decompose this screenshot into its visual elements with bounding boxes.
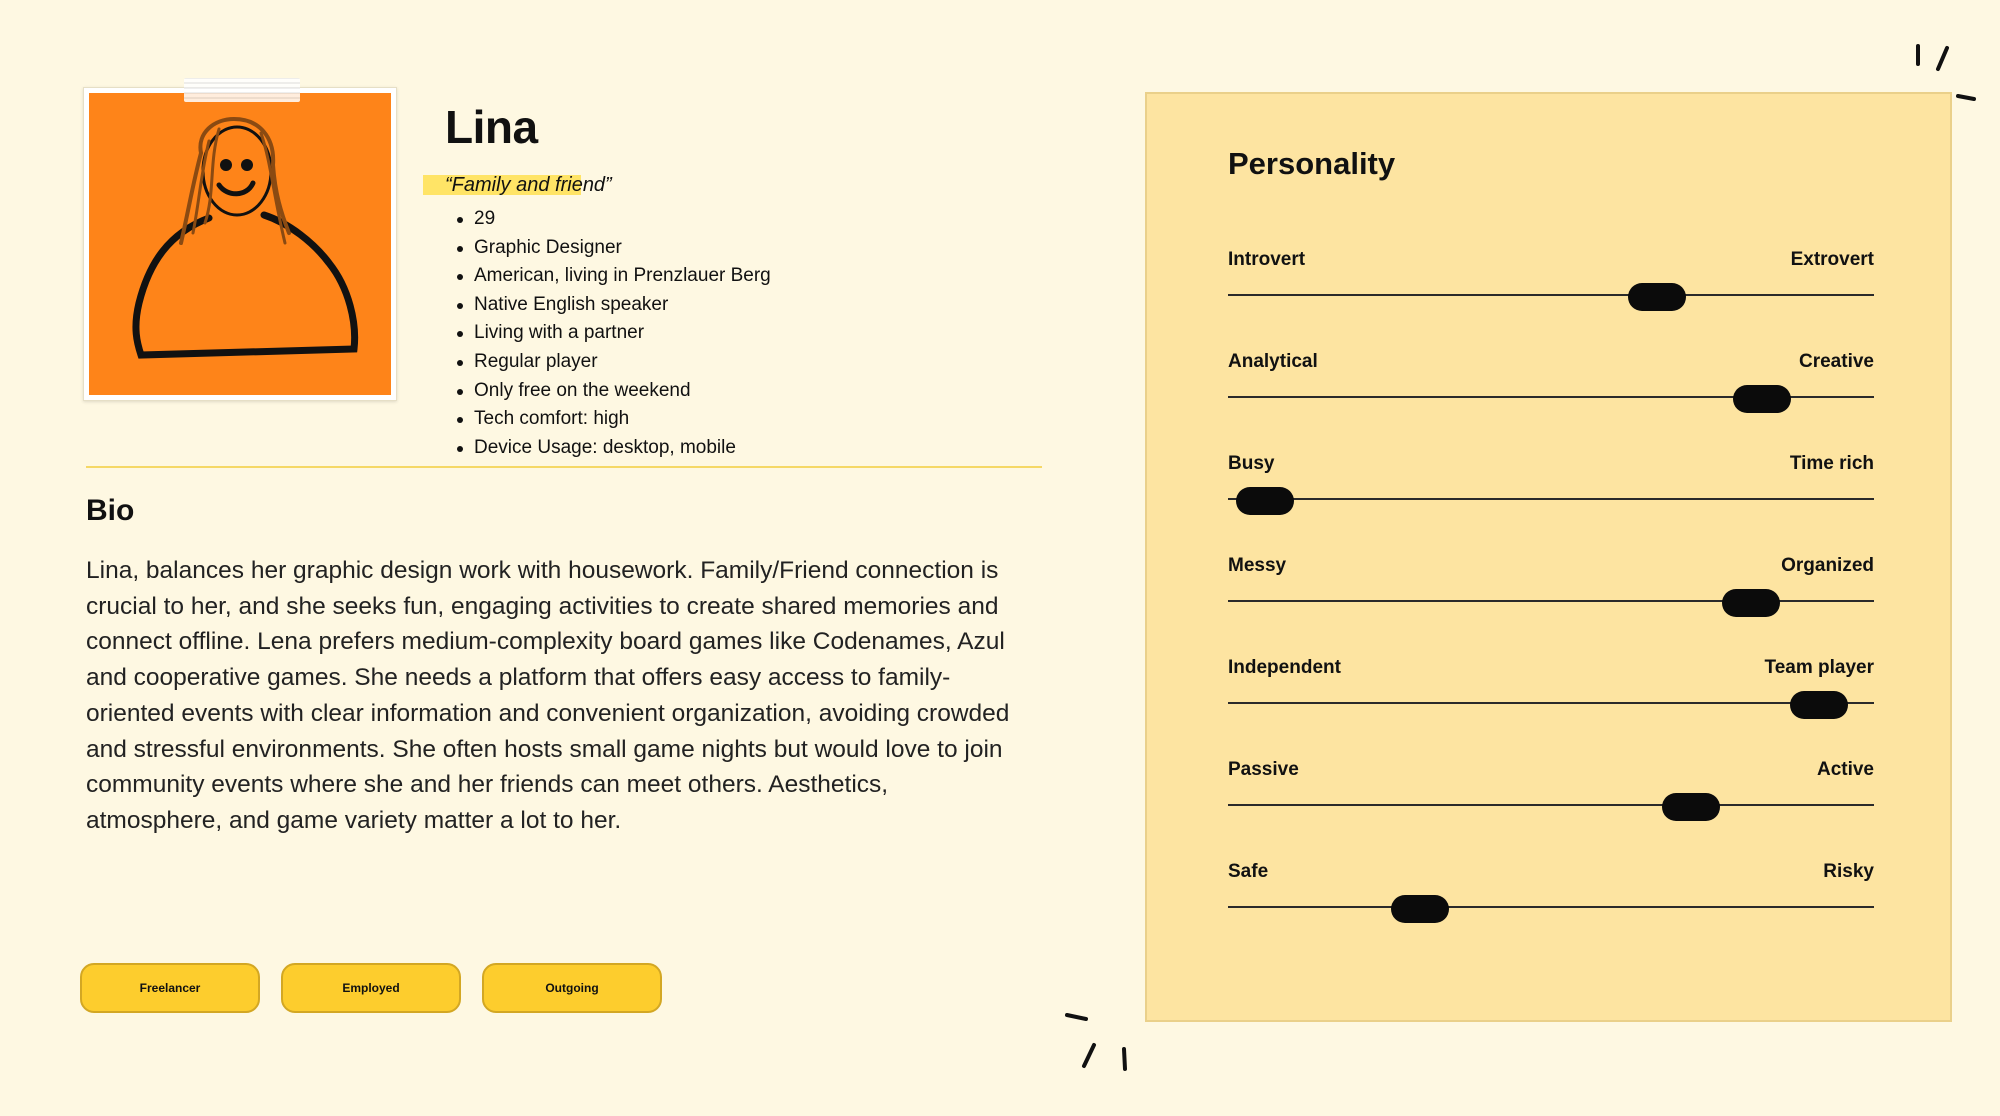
slider-track — [1228, 702, 1874, 704]
trait-left-label: Busy — [1228, 453, 1275, 474]
trait-slider-introvert-extrovert — [1228, 249, 1874, 319]
list-item: Only free on the weekend — [474, 377, 771, 406]
trait-right-label: Team player — [1764, 657, 1874, 678]
trait-slider-safe-risky — [1228, 861, 1874, 931]
bio-heading: Bio — [86, 494, 135, 527]
trait-left-label: Introvert — [1228, 249, 1306, 270]
slider-knob[interactable] — [1391, 895, 1449, 923]
trait-right-label: Active — [1816, 759, 1874, 780]
trait-left-label: Independent — [1228, 657, 1341, 678]
slider-knob[interactable] — [1236, 487, 1294, 515]
trait-slider-passive-active — [1228, 759, 1874, 829]
bio-text: Lina, balances her graphic design work with housework. Family/Friend connection is crucial to her, and she seeks fun, engaging activities to create shared memories and connect offline. Lena prefers medium-complexity board games like Codenames, Azul and cooperative games. She needs a platform that offers easy access to family-oriented events with clear information and convenient organization, avoiding crowded and stressful environments. She often hosts small game nights but would love to join community events where she and her friends can meet others. Aesthetics, atmosphere, and game variety matter a lot to her. — [86, 557, 1010, 834]
slider-knob[interactable] — [1790, 691, 1848, 719]
quote-text: “Family and friend” — [445, 174, 612, 196]
trait-right-label: Organized — [1781, 555, 1874, 576]
slider-track — [1228, 804, 1874, 806]
avatar-card — [83, 87, 397, 401]
slider-track — [1228, 498, 1874, 500]
slider-knob[interactable] — [1662, 793, 1720, 821]
list-item: Graphic Designer — [474, 234, 771, 263]
trait-right-label: Extrovert — [1790, 249, 1874, 270]
tag-freelancer[interactable]: Freelancer — [80, 963, 260, 1013]
tag-employed[interactable]: Employed — [281, 963, 461, 1013]
list-item: Device Usage: desktop, mobile — [474, 434, 771, 463]
tag-outgoing[interactable]: Outgoing — [482, 963, 662, 1013]
spark-doodle-icon — [1062, 1005, 1142, 1075]
list-item: Native English speaker — [474, 291, 771, 320]
trait-slider-busy-time-rich — [1228, 453, 1874, 523]
avatar — [89, 93, 391, 395]
list-item: American, living in Prenzlauer Berg — [474, 262, 771, 291]
slider-knob[interactable] — [1722, 589, 1780, 617]
slider-knob[interactable] — [1628, 283, 1686, 311]
trait-right-label: Time rich — [1789, 453, 1874, 474]
trait-right-label: Creative — [1799, 351, 1874, 372]
persona-facts-list — [474, 205, 771, 462]
trait-left-label: Safe — [1228, 861, 1269, 882]
person-doodle-icon — [89, 93, 391, 395]
list-item: Living with a partner — [474, 319, 771, 348]
slider-knob[interactable] — [1733, 385, 1791, 413]
trait-left-label: Passive — [1228, 759, 1299, 780]
slider-track — [1228, 294, 1874, 296]
trait-slider-analytical-creative — [1228, 351, 1874, 421]
personality-panel — [1145, 92, 1952, 1022]
section-divider — [86, 466, 1042, 468]
list-item: 29 — [474, 205, 771, 234]
trait-left-label: Messy — [1228, 555, 1287, 576]
list-item: Tech comfort: high — [474, 405, 771, 434]
trait-slider-messy-organized — [1228, 555, 1874, 625]
panel-title: Personality — [1228, 146, 1396, 181]
trait-right-label: Risky — [1823, 861, 1874, 882]
persona-name: Lina — [445, 101, 538, 153]
persona-quote — [423, 172, 612, 198]
slider-track — [1228, 906, 1874, 908]
tape-decoration — [184, 78, 300, 102]
trait-left-label: Analytical — [1228, 351, 1318, 372]
list-item: Regular player — [474, 348, 771, 377]
spark-doodle-icon — [1900, 38, 1980, 108]
trait-slider-independent-team-player — [1228, 657, 1874, 727]
